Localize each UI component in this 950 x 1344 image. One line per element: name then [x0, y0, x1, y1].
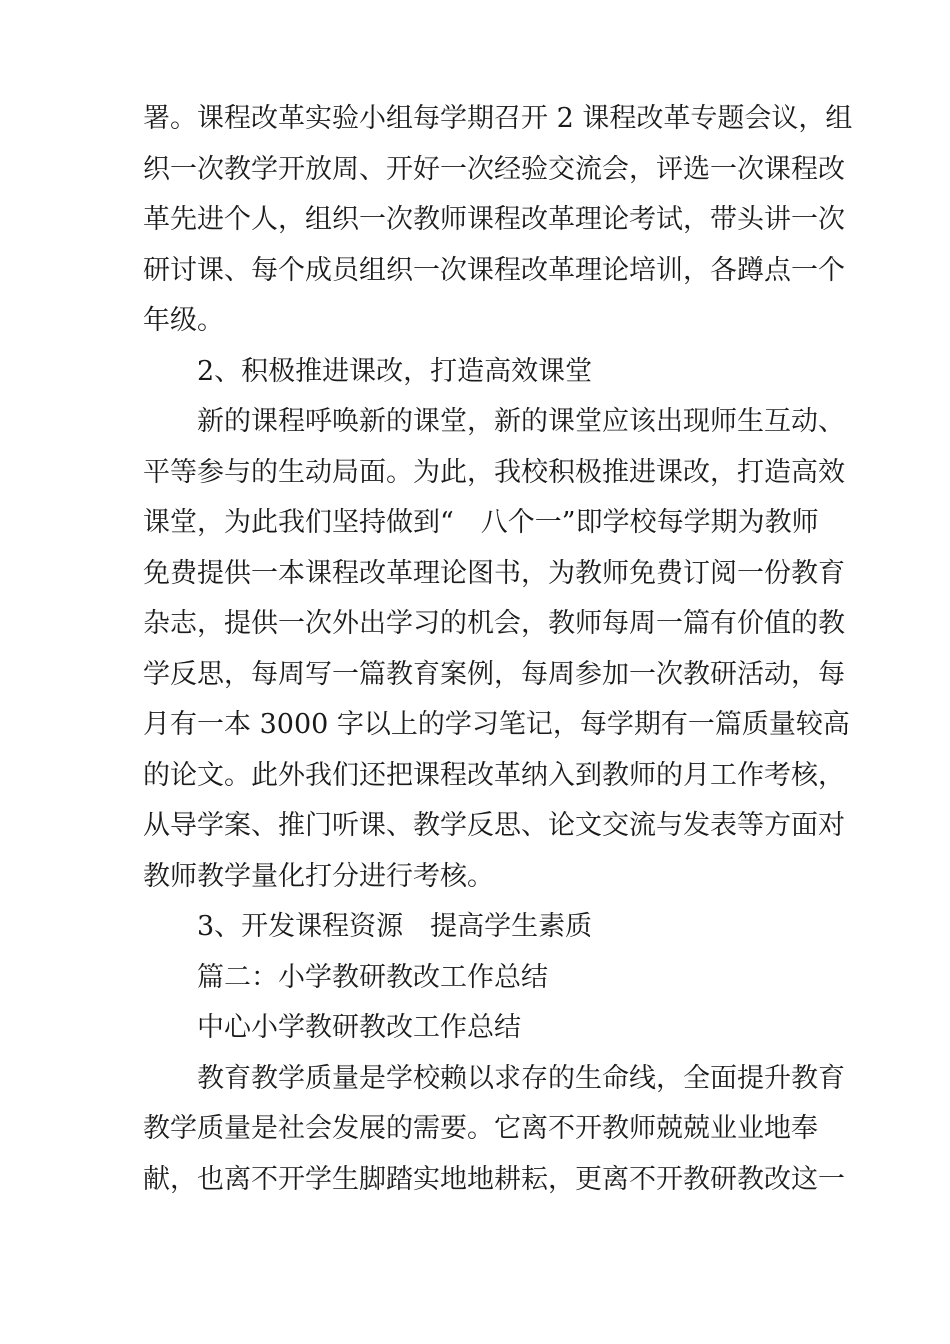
paragraph-line: 免费提供一本课程改革理论图书，为教师免费订阅一份教育 [143, 557, 845, 589]
paragraph-line: 教学质量是社会发展的需要。它离不开教师兢兢业业地奉 [143, 1113, 818, 1144]
document-title: 中心小学教研教改工作总结 [197, 1012, 521, 1043]
paragraph-line: 教师教学量化打分进行考核。 [143, 860, 494, 892]
paragraph-line: 署。课程改革实验小组每学期召开 2 课程改革专题会议，组 [143, 103, 853, 134]
paragraph-line: 学反思，每周写一篇教育案例，每周参加一次教研活动，每 [143, 658, 845, 690]
section-heading: 2、积极推进课改，打造高效课堂 [197, 355, 593, 387]
paragraph-line: 献，也离不开学生脚踏实地地耕耘，更离不开教研教改这一 [143, 1163, 845, 1195]
paragraph-line: 课堂，为此我们坚持做到“ 八个一”即学校每学期为教师 [143, 507, 819, 538]
paragraph-line: 教育教学质量是学校赖以求存的生命线，全面提升教育 [197, 1062, 845, 1094]
paragraph-line: 从导学案、推门听课、教学反思、论文交流与发表等方面对 [143, 810, 845, 841]
paragraph-line: 月有一本 3000 字以上的学习笔记，每学期有一篇质量较高 [143, 709, 850, 740]
paragraph-line: 年级。 [143, 305, 224, 336]
paragraph-line: 研讨课、每个成员组织一次课程改革理论培训，各蹲点一个 [143, 254, 845, 286]
chapter-heading: 篇二：小学教研教改工作总结 [197, 961, 548, 993]
section-heading: 3、开发课程资源 提高学生素质 [197, 911, 593, 942]
paragraph-line: 革先进个人，组织一次教师课程改革理论考试，带头讲一次 [143, 204, 845, 235]
document-body [143, 94, 853, 1205]
paragraph-line: 织一次教学开放周、开好一次经验交流会，评选一次课程改 [143, 153, 845, 185]
paragraph-line: 的论文。此外我们还把课程改革纳入到教师的月工作考核， [143, 759, 845, 791]
paragraph-line: 新的课程呼唤新的课堂，新的课堂应该出现师生互动、 [197, 406, 845, 437]
paragraph-line: 平等参与的生动局面。为此，我校积极推进课改，打造高效 [143, 456, 845, 488]
paragraph-line: 杂志，提供一次外出学习的机会，教师每周一篇有价值的教 [143, 608, 845, 639]
